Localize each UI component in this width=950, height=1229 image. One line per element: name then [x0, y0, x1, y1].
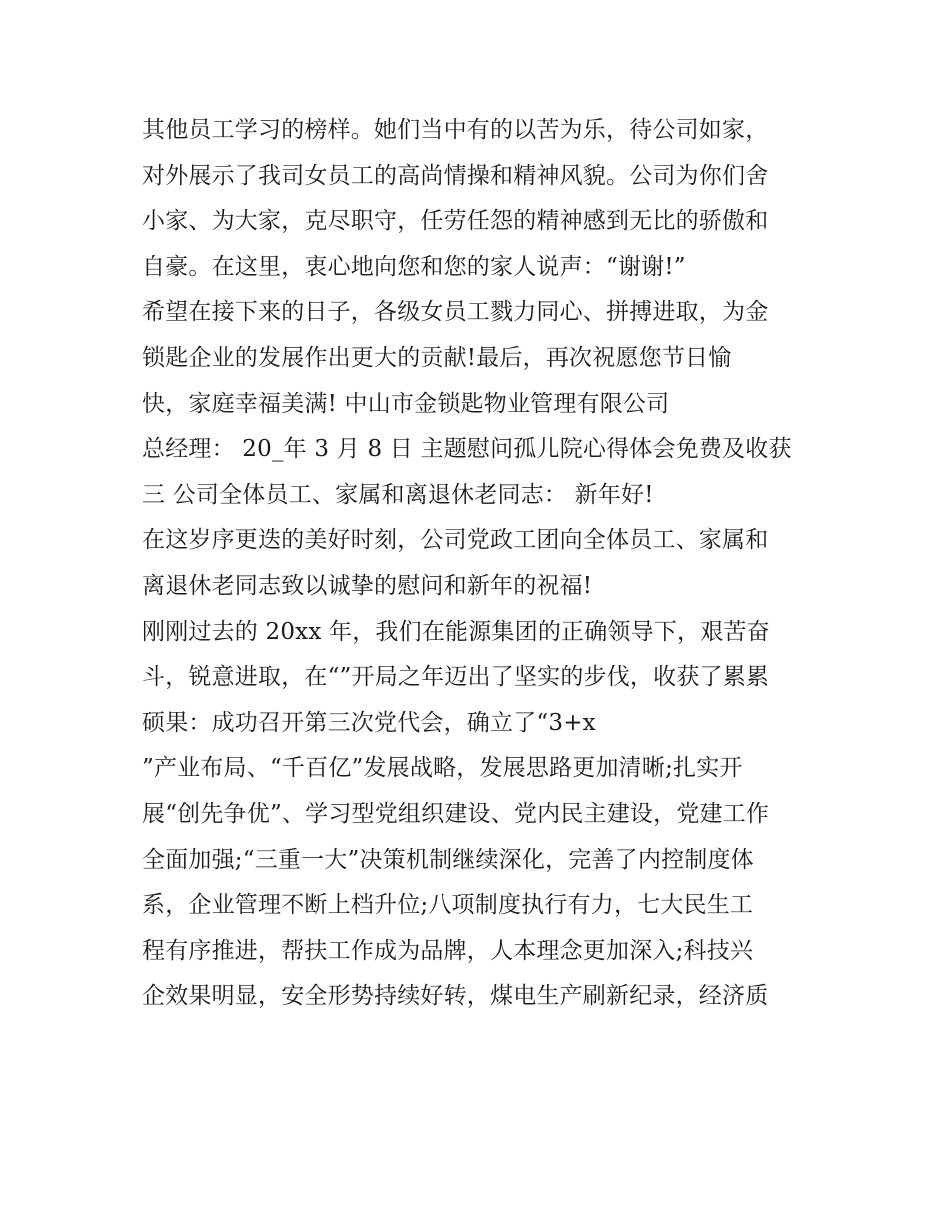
text-line: 离退休老同志致以诚挚的慰问和新年的祝福! — [142, 572, 593, 599]
body-text — [142, 108, 822, 1020]
text-line: 刚刚过去的 20xx 年，我们在能源集团的正确领导下，艰苦奋 — [142, 618, 770, 645]
text-line: 其他员工学习的榜样。她们当中有的以苦为乐，待公司如家， — [142, 117, 769, 143]
text-line: 斗，锐意进取，在“”开局之年迈出了坚实的步伐，收获了累累 — [142, 664, 770, 691]
text-line: 对外展示了我司女员工的高尚情操和精神风貌。公司为你们舍 — [142, 162, 769, 189]
text-line: 锁匙企业的发展作出更大的贡献!最后，再次祝愿您节日愉 — [142, 344, 732, 371]
text-line: 展“创先争优”、学习型党组织建设、党内民主建设，党建工作 — [142, 800, 770, 827]
text-line: 程有序推进，帮扶工作成为品牌，人本理念更加深入;科技兴 — [142, 937, 754, 964]
text-line: ”产业布局、“千百亿”发展战略，发展思路更加清晰;扎实开 — [142, 755, 743, 782]
text-line: 在这岁序更迭的美好时刻，公司党政工团向全体员工、家属和 — [142, 527, 769, 554]
text-line: 企效果明显，安全形势持续好转，煤电生产刷新纪录，经济质 — [142, 983, 769, 1010]
text-line: 总经理： 20_年 3 月 8 日 主题慰问孤儿院心得体会免费及收获 — [142, 436, 792, 463]
text-line: 希望在接下来的日子，各级女员工戮力同心、拼搏进取，为金 — [142, 299, 769, 326]
text-line: 小家、为大家，克尽职守，任劳任怨的精神感到无比的骄傲和 — [142, 208, 769, 235]
text-line: 快，家庭幸福美满! 中山市金锁匙物业管理有限公司 — [142, 390, 670, 417]
text-line: 硕果：成功召开第三次党代会，确立了“3+x — [142, 709, 596, 736]
text-line: 三 公司全体员工、家属和离退休老同志： 新年好! — [142, 481, 654, 508]
text-line: 系，企业管理不断上档升位;八项制度执行有力，七大民生工 — [142, 892, 754, 919]
text-line: 全面加强;“三重一大”决策机制继续深化，完善了内控制度体 — [142, 846, 754, 873]
text-line: 自豪。在这里，衷心地向您和您的家人说声：“谢谢!” — [142, 253, 686, 280]
